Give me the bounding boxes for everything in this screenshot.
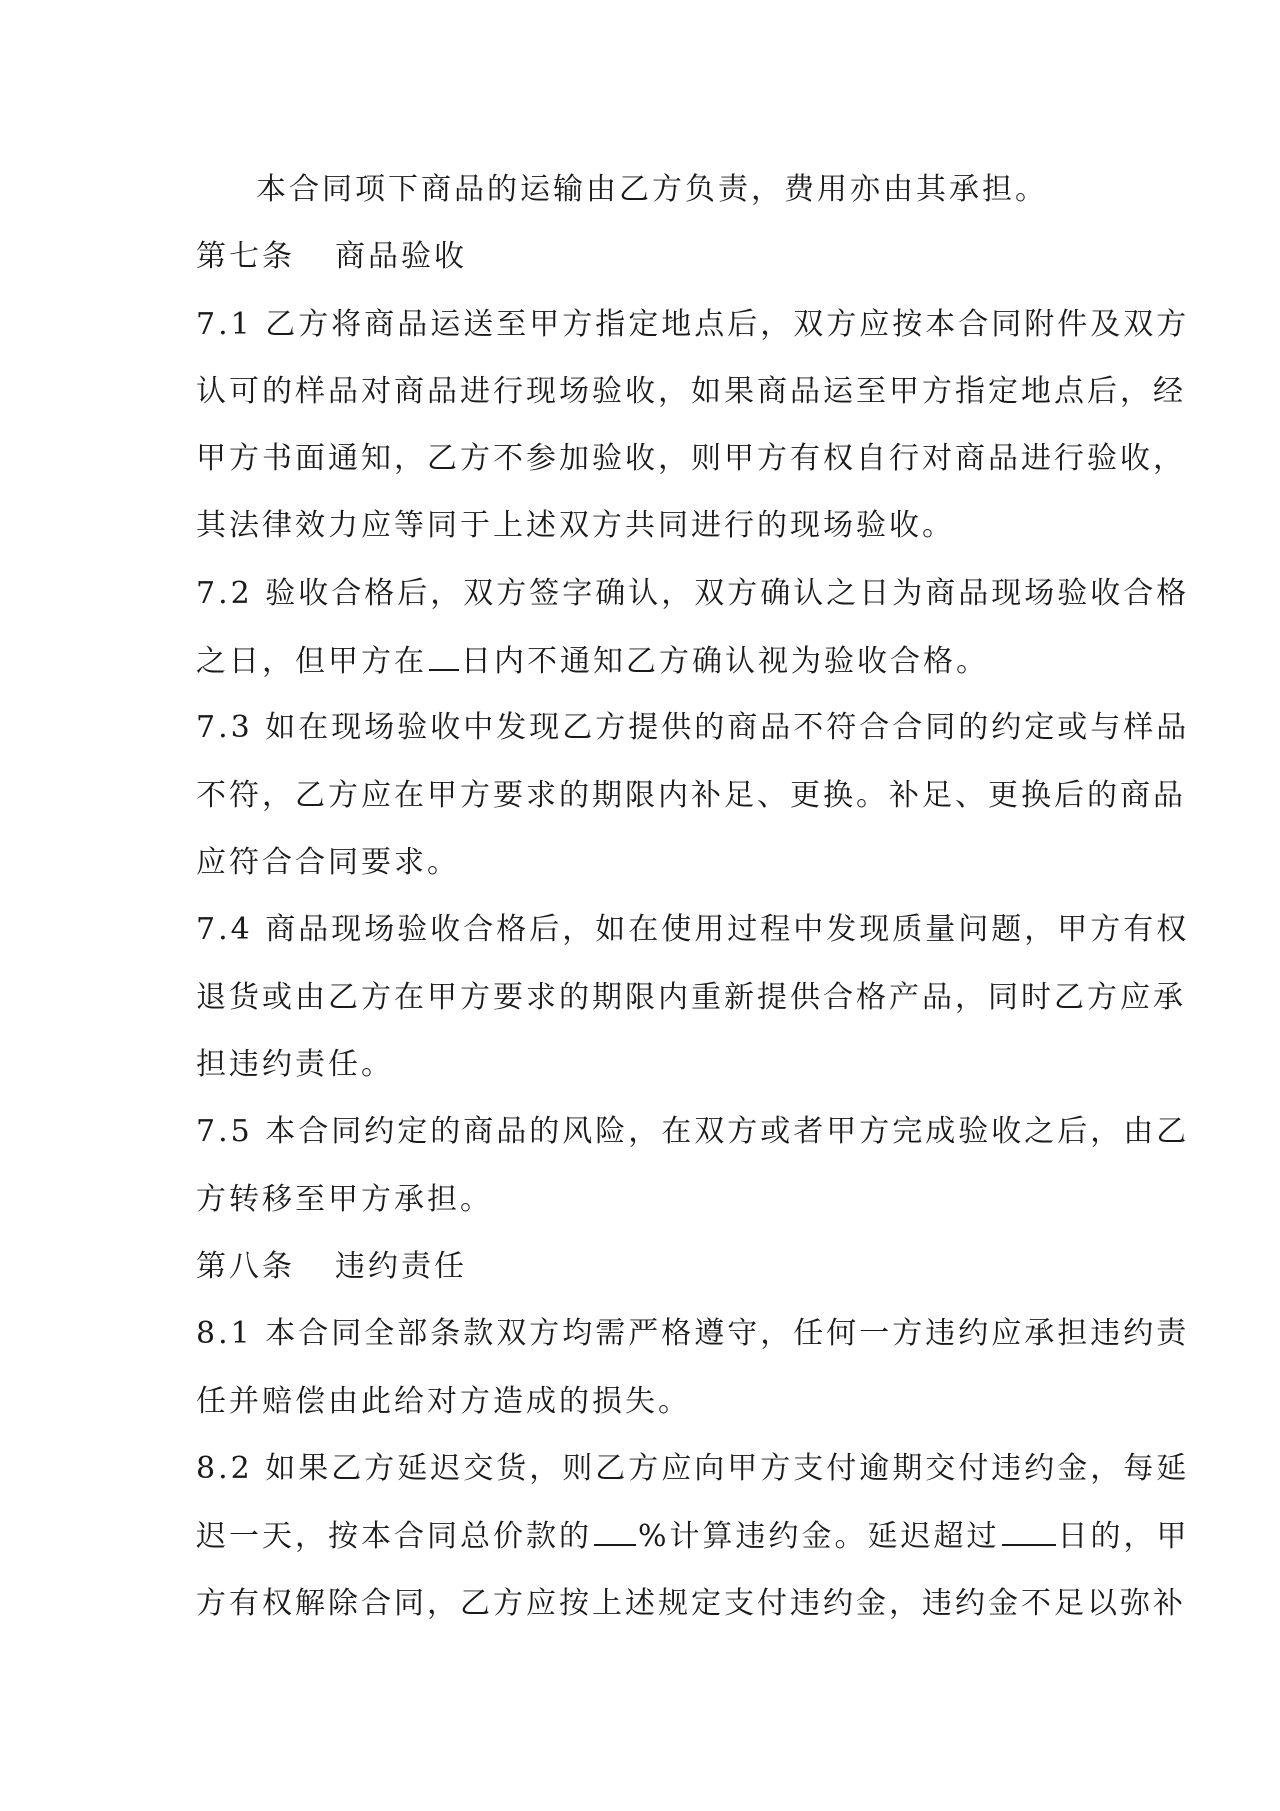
clause-8-2-line <box>196 1516 1190 1556</box>
clause-7-1-line: 7.1 乙方将商品运送至甲方指定地点后，双方应按本合同附件及双方 <box>196 307 1190 342</box>
fill-in-blank <box>1002 1516 1056 1546</box>
clause-7-2-line: 7.2 验收合格后，双方签字确认，双方确认之日为商品现场验收合格 <box>196 576 1190 611</box>
clause-text: %计算违约金。延迟超过 <box>638 1519 1000 1554</box>
fill-in-blank <box>594 1516 636 1546</box>
clause-text: 日内不通知乙方确认视为验收合格。 <box>461 644 989 679</box>
article-7-heading <box>196 237 1096 277</box>
clause-7-1-line: 其法律效力应等同于上述双方共同进行的现场验收。 <box>196 508 955 543</box>
article-7-title: 商品验收 <box>335 239 467 274</box>
clause-7-3-line: 应符合合同要求。 <box>196 845 460 880</box>
article-8-number: 第八条 <box>196 1249 295 1284</box>
clause-text: 迟一天，按本合同总价款的 <box>196 1519 592 1554</box>
clause-7-2-line <box>196 641 1096 681</box>
fill-in-blank <box>429 641 459 671</box>
clause-7-4-line: 担违约责任。 <box>196 1047 394 1082</box>
clause-8-2-line: 8.2 如果乙方延迟交货，则乙方应向甲方支付逾期交付违约金，每延 <box>196 1451 1190 1486</box>
clause-7-1-line: 认可的样品对商品进行现场验收，如果商品运至甲方指定地点后，经 <box>196 374 1186 409</box>
clause-text: 日的，甲 <box>1057 1519 1190 1554</box>
clause-7-1-line: 甲方书面通知，乙方不参加验收，则甲方有权自行对商品进行验收， <box>196 441 1186 476</box>
clause-7-3-line: 7.3 如在现场验收中发现乙方提供的商品不符合合同的约定或与样品 <box>196 710 1190 745</box>
article-7-number: 第七条 <box>196 239 295 274</box>
clause-8-1-line: 任并赔偿由此给对方造成的损失。 <box>196 1384 691 1419</box>
clause-7-4-line: 7.4 商品现场验收合格后，如在使用过程中发现质量问题，甲方有权 <box>196 912 1190 947</box>
intro-paragraph: 本合同项下商品的运输由乙方负责，费用亦由其承担。 <box>256 172 1048 207</box>
clause-text: 之日，但甲方在 <box>196 644 427 679</box>
clause-7-5-line: 方转移至甲方承担。 <box>196 1182 493 1217</box>
article-8-heading <box>196 1247 1096 1287</box>
clause-8-1-line: 8.1 本合同全部条款双方均需严格遵守，任何一方违约应承担违约责 <box>196 1316 1190 1351</box>
clause-8-2-line: 方有权解除合同，乙方应按上述规定支付违约金，违约金不足以弥补 <box>196 1586 1186 1621</box>
clause-7-4-line: 退货或由乙方在甲方要求的期限内重新提供合格产品，同时乙方应承 <box>196 980 1186 1015</box>
clause-7-5-line: 7.5 本合同约定的商品的风险，在双方或者甲方完成验收之后，由乙 <box>196 1114 1190 1149</box>
clause-7-3-line: 不符，乙方应在甲方要求的期限内补足、更换。补足、更换后的商品 <box>196 778 1186 813</box>
article-8-title: 违约责任 <box>335 1249 467 1284</box>
